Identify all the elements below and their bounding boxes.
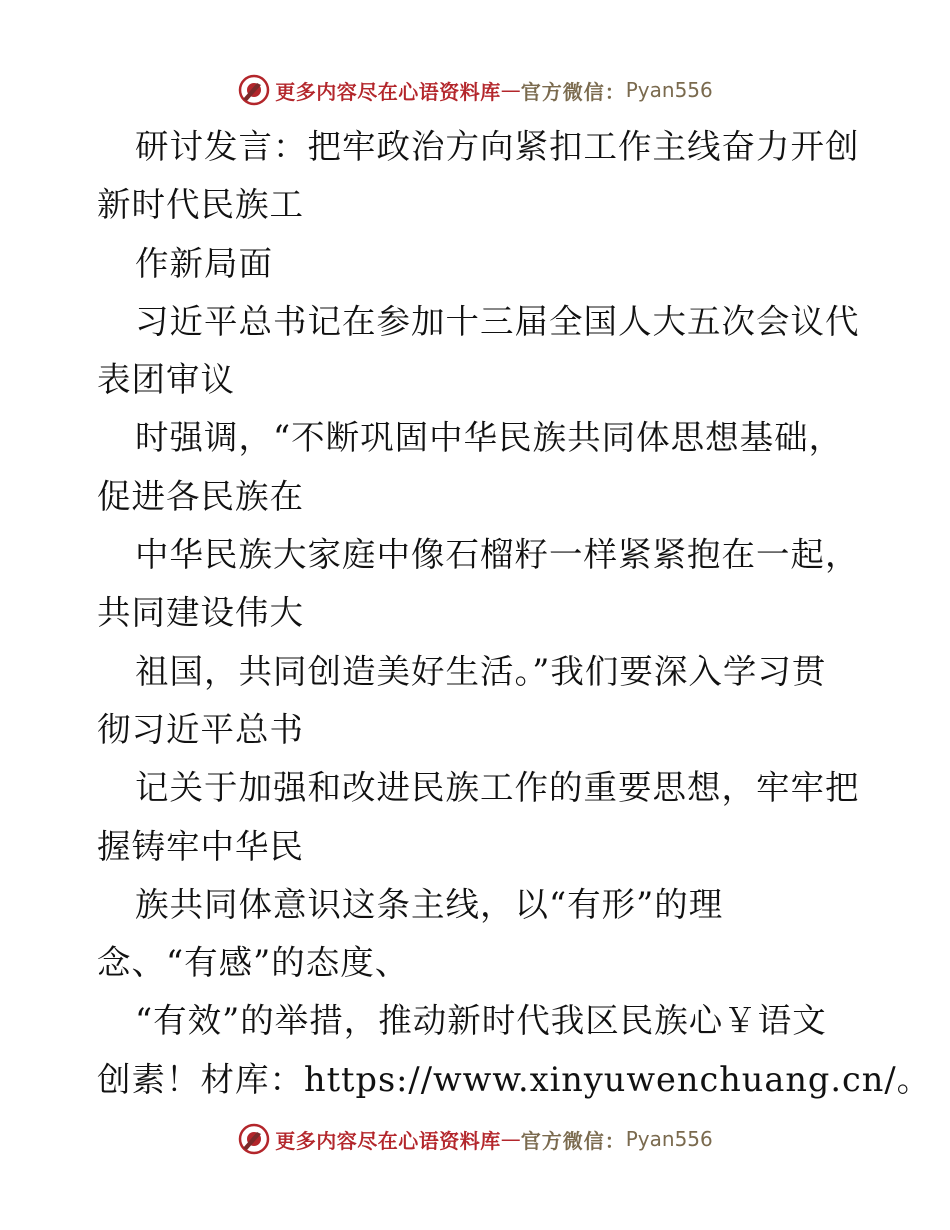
document-line: 时强调，“不断巩固中华民族共同体思想基础，	[135, 418, 844, 458]
document-line: 中华民族大家庭中像石榴籽一样紧紧抱在一起，	[135, 535, 860, 575]
document-line: 创素！材库：https://www.xinyuwenchuang.cn/。	[97, 1059, 932, 1099]
document-body	[97, 118, 932, 1109]
document-line: 祖国，共同创造美好生活。”我们要深入学习贯	[135, 651, 827, 691]
banner-wechat-id: Pyan556	[625, 1127, 713, 1151]
footer-watermark-banner	[0, 1119, 950, 1159]
banner-official-label: 官方微信：	[520, 1128, 626, 1153]
document-line: 促进各民族在	[97, 476, 304, 516]
document-line: 作新局面	[135, 243, 273, 283]
banner-main-text: 更多内容尽在心语资料库	[275, 1128, 501, 1153]
document-line: 念、“有感”的态度、	[97, 943, 410, 983]
banner-main-text: 更多内容尽在心语资料库	[275, 79, 501, 104]
banner-wechat-id: Pyan556	[625, 78, 713, 102]
banner-separator: —	[500, 1127, 521, 1151]
document-line: 新时代民族工	[97, 185, 304, 225]
document-line: “有效”的举措，推动新时代我区民族心￥语文	[135, 1001, 827, 1041]
banner-official-label: 官方微信：	[520, 79, 626, 104]
document-line: 族共同体意识这条主线，以“有形”的理	[135, 884, 724, 924]
document-line: 彻习近平总书	[97, 709, 304, 749]
document-line: 共同建设伟大	[97, 593, 304, 633]
document-line: 记关于加强和改进民族工作的重要思想，牢牢把	[135, 768, 860, 808]
document-line: 习近平总书记在参加十三届全国人大五次会议代	[135, 301, 860, 341]
brand-logo-icon	[237, 1122, 271, 1156]
document-line: 表团审议	[97, 360, 235, 400]
document-line: 研讨发言：把牢政治方向紧扣工作主线奋力开创	[135, 127, 860, 166]
brand-logo-icon	[237, 73, 271, 107]
header-watermark-banner	[0, 70, 950, 110]
banner-separator: —	[500, 78, 521, 102]
document-line: 握铸牢中华民	[97, 826, 304, 866]
